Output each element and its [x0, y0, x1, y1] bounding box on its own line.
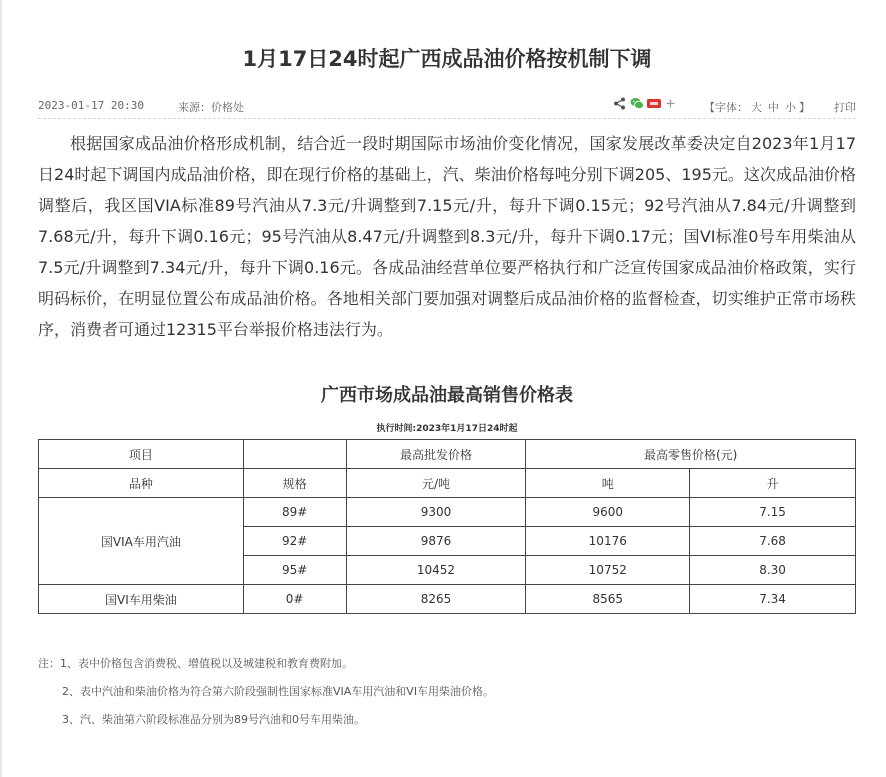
cell-retail-liter: 7.68 — [690, 527, 856, 556]
cell-spec: 0# — [243, 585, 346, 614]
font-size-open-label: 【字体： — [704, 101, 748, 114]
price-table — [38, 439, 856, 614]
cell-retail-ton: 10176 — [526, 527, 690, 556]
note-item: 2、表中汽油和柴油价格为符合第六阶段强制性国家标准VIA车用汽油和VI车用柴油价格。 — [62, 685, 495, 698]
note-item: 3、汽、柴油第六阶段标准品分别为89号汽油和0号车用柴油。 — [62, 713, 365, 726]
header-spec: 规格 — [243, 469, 346, 498]
gasoline-label: 国VIA车用汽油 — [39, 498, 244, 585]
plus-icon[interactable] — [664, 97, 677, 110]
header-wholesale: 最高批发价格 — [346, 440, 526, 469]
cell-retail-liter: 7.15 — [690, 498, 856, 527]
header-wholesale-unit: 元/吨 — [346, 469, 526, 498]
share-bar — [613, 97, 677, 110]
cell-retail-ton: 8565 — [526, 585, 690, 614]
table-subheader-row — [39, 469, 856, 498]
note-item: 注：1、表中价格包含消费税、增值税以及城建税和教育费附加。 — [38, 657, 353, 670]
article-title: 1月17日24时起广西成品油价格按机制下调 — [242, 47, 652, 71]
table-row — [39, 498, 856, 527]
table-header-row — [39, 440, 856, 469]
font-size-small[interactable]: 小 — [785, 101, 796, 114]
cell-retail-ton: 9600 — [526, 498, 690, 527]
cell-wholesale: 8265 — [346, 585, 526, 614]
table-row — [39, 585, 856, 614]
cell-wholesale: 9876 — [346, 527, 526, 556]
header-variety: 品种 — [39, 469, 244, 498]
cell-wholesale: 10452 — [346, 556, 526, 585]
cell-retail-liter: 7.34 — [690, 585, 856, 614]
header-blank — [243, 440, 346, 469]
cell-spec: 92# — [243, 527, 346, 556]
article-body: 根据国家成品油价格形成机制，结合近一段时期国际市场油价变化情况，国家发展改革委决定自2023年1月17日24时起下调国内成品油价格，即在现行价格的基础上，汽、柴油价格每吨分别下调205、195元。这次成品油价格调整后，我区国VIA标准89号汽油从7.3元/升调整到7.15元/升，每升下调0.15元；92号汽油从7.84元/升调整到7.68元/升，每升下调0.16元；95号汽油从8.47元/升调整到8.3元/升，每升下调0.17元；国VI标准0号车用柴油从7.5元/升调整到7.34元/升，每升下调0.16元。各成品油经营单位要严格执行和广泛宣传国家成品油价格政策，实行明码标价，在明显位置公布成品油价格。各地相关部门要加强对调整后成品油价格的监督检查，切实维护正常市场秩序，消费者可通过12315平台举报价格违法行为。 — [38, 134, 856, 339]
weibo-icon[interactable] — [647, 97, 660, 110]
cell-spec: 95# — [243, 556, 346, 585]
header-item: 项目 — [39, 440, 244, 469]
table-notes — [38, 650, 856, 734]
table-title: 广西市场成品油最高销售价格表 — [321, 385, 573, 406]
font-size-medium[interactable]: 中 — [768, 101, 779, 114]
article — [38, 0, 856, 726]
cell-retail-ton: 10752 — [526, 556, 690, 585]
article-meta — [38, 96, 856, 116]
share-icon[interactable] — [613, 97, 626, 110]
header-retail-ton: 吨 — [526, 469, 690, 498]
wechat-icon[interactable] — [630, 97, 643, 110]
cell-spec: 89# — [243, 498, 346, 527]
cell-wholesale: 9300 — [346, 498, 526, 527]
meta-divider — [38, 118, 856, 119]
diesel-label: 国VI车用柴油 — [39, 585, 244, 614]
header-retail: 最高零售价格(元) — [526, 440, 856, 469]
print-link[interactable]: 打印 — [834, 101, 856, 114]
cell-retail-liter: 8.30 — [690, 556, 856, 585]
font-size-close-label: 】 — [799, 101, 810, 114]
header-retail-liter: 升 — [690, 469, 856, 498]
font-size-selector — [704, 99, 810, 115]
table-subtitle: 执行时间:2023年1月17日24时起 — [376, 424, 518, 434]
font-size-large[interactable]: 大 — [751, 101, 762, 114]
article-source: 来源：价格处 — [178, 101, 244, 114]
left-border — [0, 0, 2, 777]
publish-date: 2023-01-17 20:30 — [38, 99, 144, 112]
